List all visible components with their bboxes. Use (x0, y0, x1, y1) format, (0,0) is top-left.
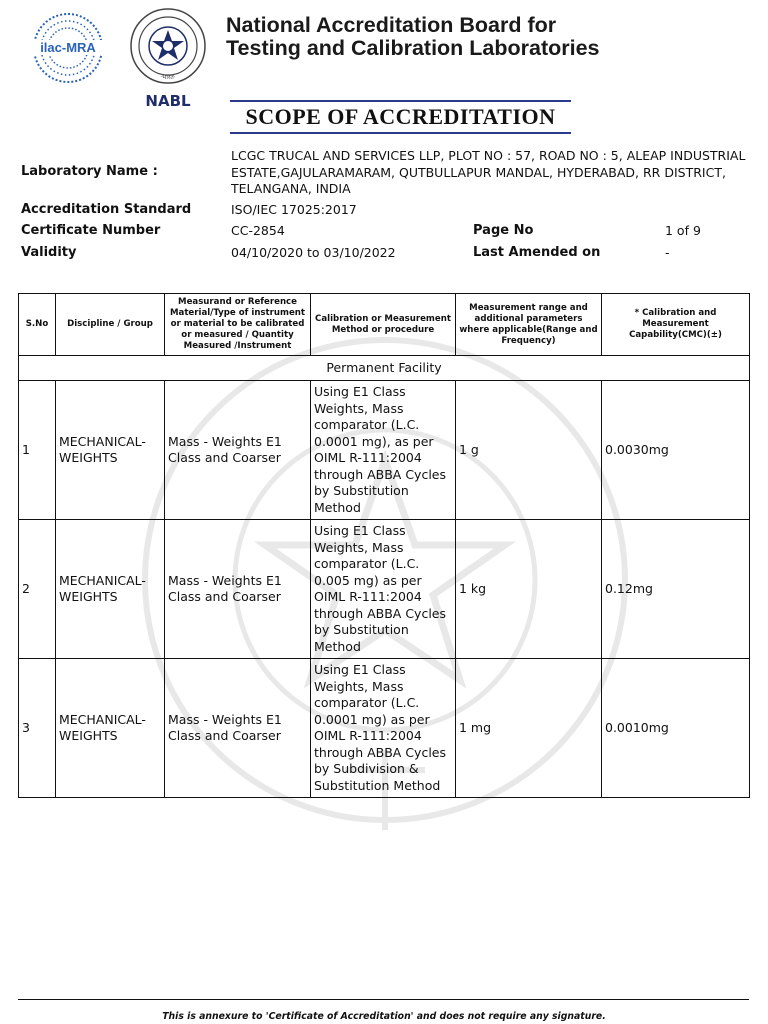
table-row (19, 520, 750, 659)
nabl-logo-text: NABL (145, 92, 191, 110)
board-title-line2: Testing and Calibration Laboratories (226, 36, 600, 60)
board-title-line1: National Accreditation Board for (226, 13, 557, 37)
cell-cmc: 0.0010mg (602, 659, 750, 798)
standard-label: Accreditation Standard (21, 202, 192, 217)
board-title (226, 14, 600, 60)
standard-value: ISO/IEC 17025:2017 (231, 202, 357, 217)
ilac-logo-text: ilac-MRA (40, 40, 96, 55)
cell-sno: 2 (19, 520, 56, 659)
cell-method: Using E1 Class Weights, Mass comparator (L.C. 0.005 mg) as per OIML R-111:2004 through ABBA Cycles by Substitution Method (311, 520, 456, 659)
certificate-label: Certificate Number (21, 223, 161, 238)
cell-sno: 3 (19, 659, 56, 798)
footer-note: This is annexure to 'Certificate of Accreditation' and does not require any signature. (162, 1011, 606, 1022)
cell-cmc: 0.0030mg (602, 381, 750, 520)
cell-discipline: MECHANICAL- WEIGHTS (56, 381, 165, 520)
page-no-label: Page No (473, 223, 534, 238)
cell-method: Using E1 Class Weights, Mass comparator (L.C. 0.0001 mg) as per OIML R-111:2004 through ABBA Cycles by Subdivision & Substitution Method (311, 659, 456, 798)
cell-cmc: 0.12mg (602, 520, 750, 659)
scope-title: SCOPE OF ACCREDITATION (245, 104, 556, 129)
cell-range: 1 kg (456, 520, 602, 659)
cell-range: 1 mg (456, 659, 602, 798)
header-sno: S.No (19, 294, 56, 356)
facility-label: Permanent Facility (19, 356, 750, 381)
last-amended-value: - (665, 245, 670, 260)
cell-measurand: Mass - Weights E1 Class and Coarser (165, 520, 311, 659)
certificate-value: CC-2854 (231, 223, 285, 238)
nabl-logo (124, 6, 212, 110)
ilac-mra-logo (26, 12, 110, 84)
cell-measurand: Mass - Weights E1 Class and Coarser (165, 659, 311, 798)
cell-discipline: MECHANICAL- WEIGHTS (56, 520, 165, 659)
cell-sno: 1 (19, 381, 56, 520)
header-cmc: * Calibration and Measurement Capability(CMC)(±) (602, 294, 750, 356)
cell-range: 1 g (456, 381, 602, 520)
footer-divider (18, 999, 749, 1000)
table-row (19, 381, 750, 520)
header-measurand: Measurand or Reference Material/Type of instrument or material to be calibrated or measured / Quantity Measured /Instrument (165, 294, 311, 356)
cell-discipline: MECHANICAL- WEIGHTS (56, 659, 165, 798)
facility-row (19, 356, 750, 381)
lab-name-label: Laboratory Name : (21, 164, 158, 179)
cell-method: Using E1 Class Weights, Mass comparator (L.C. 0.0001 mg), as per OIML R-111:2004 through ABBA Cycles by Substitution Method (311, 381, 456, 520)
header-range: Measurement range and additional parameters where applicable(Range and Frequency) (456, 294, 602, 356)
scope-title-box (230, 100, 571, 134)
cell-measurand: Mass - Weights E1 Class and Coarser (165, 381, 311, 520)
lab-name-value: LCGC TRUCAL AND SERVICES LLP, PLOT NO : 57, ROAD NO : 5, ALEAP INDUSTRIAL ESTATE,GAJULARAMARAM, QUTBULLAPUR MANDAL, HYDERABAD, RR DISTRICT, TELANGANA, INDIA (231, 148, 746, 196)
last-amended-label: Last Amended on (473, 245, 601, 260)
validity-value: 04/10/2020 to 03/10/2022 (231, 245, 396, 260)
table-header-row (19, 294, 750, 356)
page-no-value: 1 of 9 (665, 223, 701, 238)
header-method: Calibration or Measurement Method or procedure (311, 294, 456, 356)
validity-label: Validity (21, 245, 77, 260)
nabl-seal-text: ·भारत· (160, 74, 176, 81)
table-row (19, 659, 750, 798)
scope-table (18, 293, 750, 798)
header-discipline: Discipline / Group (56, 294, 165, 356)
